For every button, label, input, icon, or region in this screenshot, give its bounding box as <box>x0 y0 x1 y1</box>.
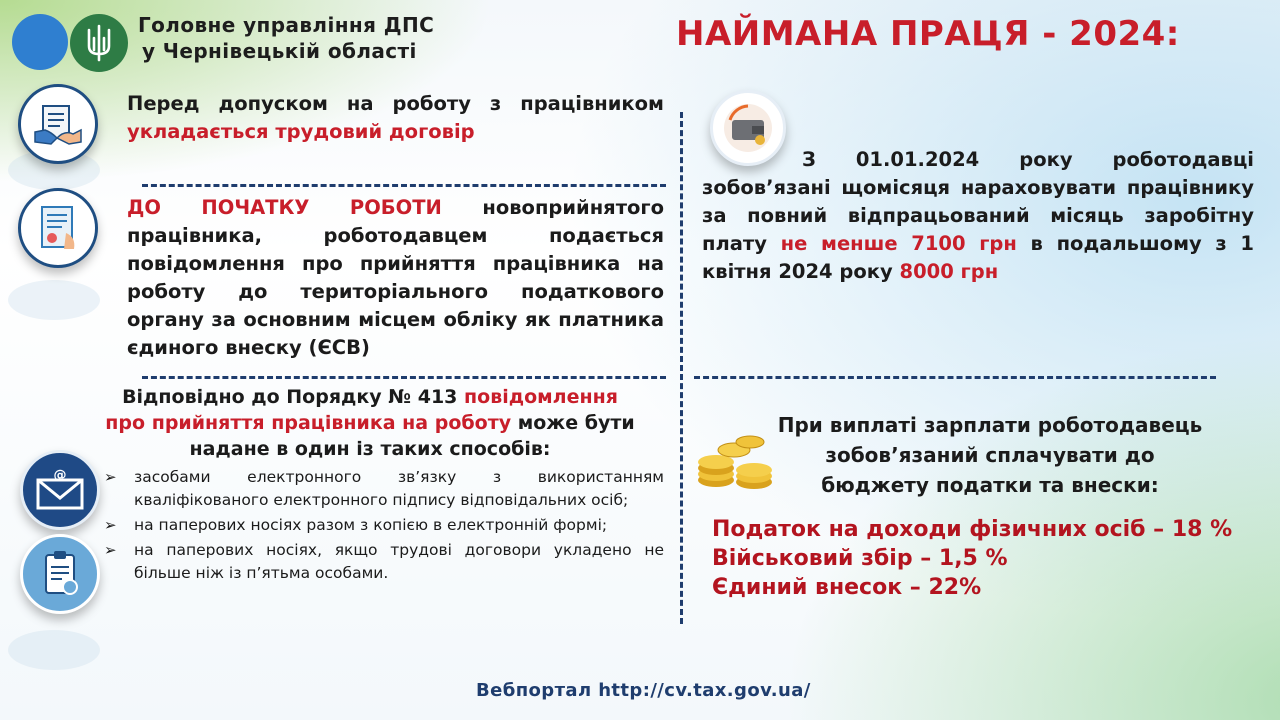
column-divider <box>680 112 683 624</box>
org-name <box>138 12 434 64</box>
notification-paragraph <box>127 194 664 362</box>
svg-text:@: @ <box>53 468 67 483</box>
trident-icon <box>84 24 114 62</box>
procedure-line3: надане в один із таких способів: <box>189 438 551 460</box>
footer-web-portal[interactable]: Вебпортал http://cv.tax.gov.ua/ <box>476 680 811 701</box>
notification-highlight: ДО ПОЧАТКУ РОБОТИ <box>127 196 442 219</box>
contract-highlight: укладається трудовий договір <box>127 120 475 143</box>
decor-glow <box>8 280 100 320</box>
tax-rate-military: Військовий збір – 1,5 % <box>712 546 1008 571</box>
bullet-arrow-icon: ➢ <box>104 516 117 534</box>
handshake-contract-icon <box>18 84 98 164</box>
page-title: НАЙМАНА ПРАЦЯ - 2024: <box>676 14 1180 54</box>
min-salary-text: З 01.01.2024 року роботодавці зобов’язані щомісяця нараховувати працівнику за повний відпрацьований місяць заробітну плату <box>702 148 1254 255</box>
min-salary-value-2: 8000 грн <box>899 260 999 283</box>
divider <box>694 376 1216 379</box>
procedure-line1: Відповідно до Порядку № 413 повідомлення <box>122 386 618 408</box>
bullet-arrow-icon: ➢ <box>104 468 117 486</box>
taxes-heading-line1: При виплаті зарплати роботодавець <box>777 413 1203 437</box>
bullet-arrow-icon: ➢ <box>104 541 117 559</box>
divider <box>142 184 666 187</box>
dps-logo-circle <box>12 14 68 70</box>
procedure-heading <box>60 384 680 462</box>
methods-list <box>104 466 664 585</box>
email-icon <box>20 450 100 530</box>
min-salary-paragraph <box>702 146 1254 286</box>
org-name-line2: у Чернівецькій області <box>142 39 417 63</box>
list-item: ➢ на паперових носіях, якщо трудові договори укладено не більше ніж із п’ятьма особами. <box>104 541 664 582</box>
contract-text: Перед допуском на роботу з працівником <box>127 92 664 115</box>
tax-rates-list <box>712 515 1232 602</box>
contract-paragraph <box>127 90 664 146</box>
tax-rate-pdfo: Податок на доходи фізичних осіб – 18 % <box>712 517 1233 542</box>
list-item: ➢ засобами електронного зв’язку з використанням кваліфікованого електронного підпису відповідальних осіб; <box>104 468 664 509</box>
taxes-heading-line3: бюджету податки та внески: <box>821 473 1159 497</box>
decor-glow <box>8 630 100 670</box>
taxes-heading-line2: зобов’язаний сплачувати до <box>825 443 1155 467</box>
notification-text: новоприйнятого працівника, роботодавцем подається повідомлення про прийняття працівника на роботу до територіального податкового органу за основним місцем обліку як платника єдиного внеску (ЄСВ) <box>127 196 664 359</box>
tax-rate-esv: Єдиний внесок – 22% <box>712 575 982 600</box>
list-item: ➢ на паперових носіях разом з копією в електронній формі; <box>104 514 664 537</box>
taxes-heading <box>720 410 1260 500</box>
min-salary-value-1: не менше 7100 грн <box>780 232 1017 255</box>
clipboard-pen-icon <box>20 534 100 614</box>
min-salary-text-2: в подальшому з 1 квітня 2024 року <box>702 232 1255 283</box>
trident-logo <box>70 14 128 72</box>
org-name-line1: Головне управління ДПС <box>138 13 435 37</box>
document-seal-icon <box>18 188 98 268</box>
divider <box>142 376 666 379</box>
procedure-line2: про прийняття працівника на роботу може бути <box>105 412 635 434</box>
